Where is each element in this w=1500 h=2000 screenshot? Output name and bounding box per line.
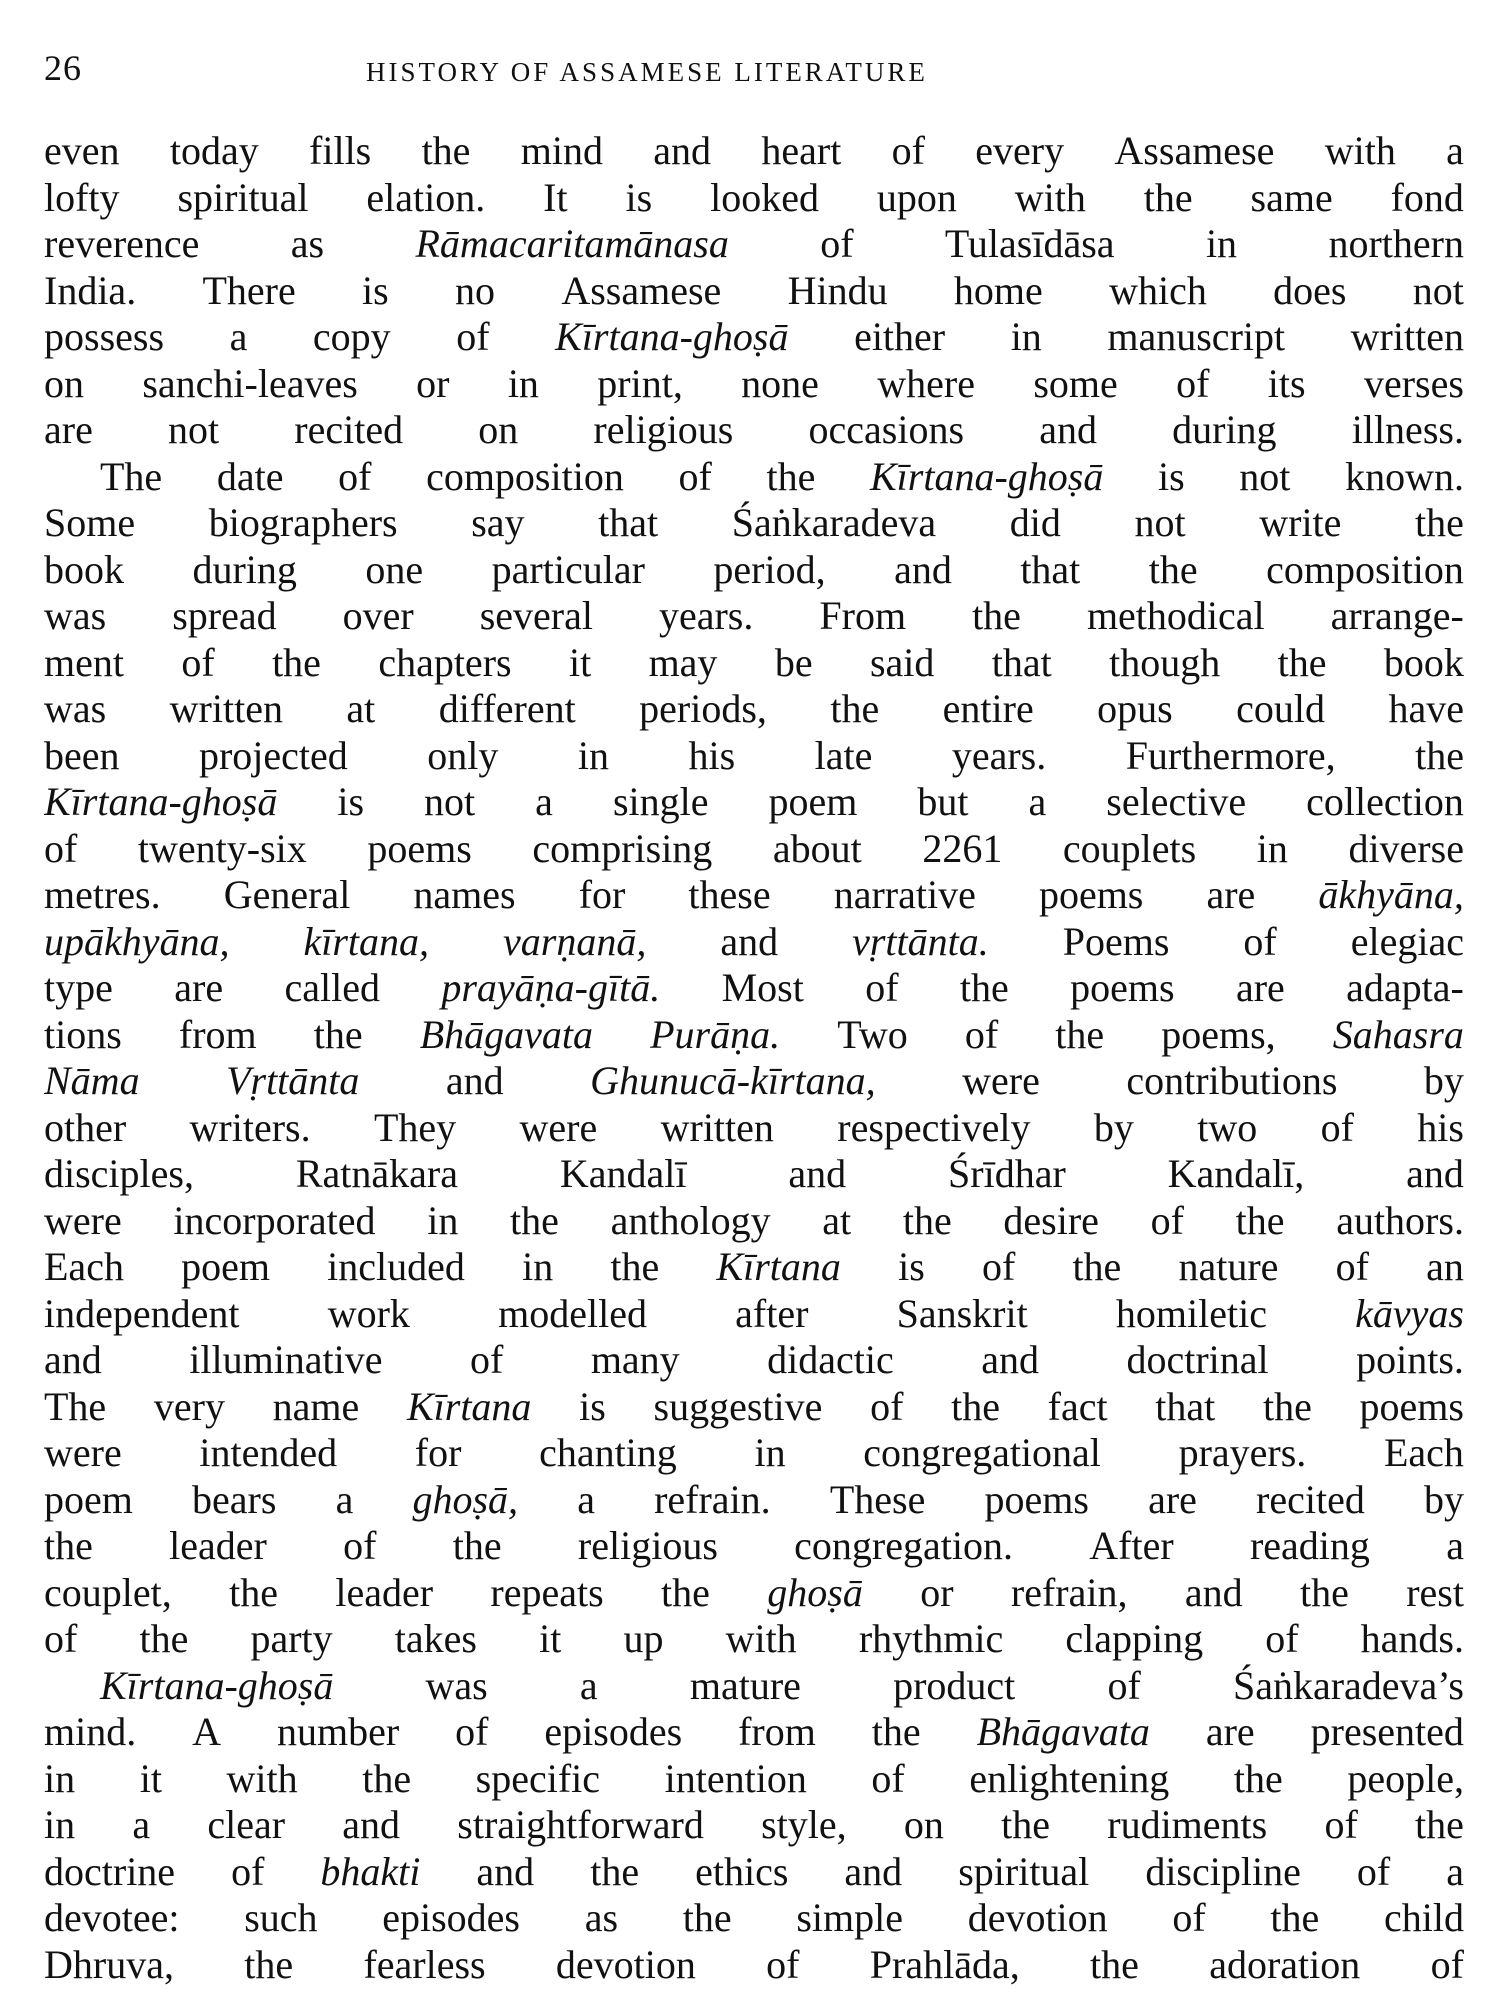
running-head [44, 48, 1464, 100]
text-line: disciples, Ratnākara Kandalī and Śrīdhar Kandalī, and [44, 1151, 1464, 1196]
text-line: mind. A number of episodes from the Bhāgavata are presented [44, 1709, 1464, 1754]
text-line: book during one particular period, and that the composition [44, 546, 1464, 592]
text-line: doctrine of bhakti and the ethics and spiritual discipline of a [44, 1848, 1464, 1894]
page [44, 48, 1464, 1988]
text-line: The very name Kīrtana is suggestive of the fact that the poems [44, 1383, 1464, 1429]
text-line: Kīrtana-ghoṣā is not a single poem but a selective collection [44, 779, 1464, 824]
text-line: metres. General names for these narrative poems are ākhyāna, [44, 872, 1464, 917]
text-line: lofty spiritual elation. It is looked upon with the same fond [44, 174, 1464, 220]
text-line: Nāma Vṛttānta and Ghunucā-kīrtana, were contributions by [44, 1058, 1464, 1103]
text-line: couplet, the leader repeats the ghoṣā or refrain, and the rest [44, 1569, 1464, 1615]
text-line: India. There is no Assamese Hindu home which does not [44, 267, 1464, 313]
text-line: other writers. They were written respectively by two of his [44, 1104, 1464, 1150]
text-line: been projected only in his late years. Furthermore, the [44, 732, 1464, 778]
text-line: The date of composition of the Kīrtana-ghoṣā is not known. [100, 453, 1464, 499]
text-line: tions from the Bhāgavata Purāṇa. Two of the poems, Sahasra [44, 1011, 1464, 1057]
text-line: of twenty-six poems comprising about 2261 couplets in diverse [44, 825, 1464, 871]
text-line: and illuminative of many didactic and doctrinal points. [44, 1337, 1464, 1382]
text-line: are not recited on religious occasions and during illness. [44, 407, 1464, 452]
text-line: ment of the chapters it may be said that though the book [44, 639, 1464, 685]
text-line: was written at different periods, the entire opus could have [44, 686, 1464, 731]
text-line: devotee: such episodes as the simple devotion of the child [44, 1895, 1464, 1940]
text-line: poem bears a ghoṣā, a refrain. These poems are recited by [44, 1476, 1464, 1522]
text-line: on sanchi-leaves or in print, none where some of its verses [44, 360, 1464, 406]
text-line: Kīrtana-ghoṣā was a mature product of Śaṅkaradeva’s [100, 1662, 1464, 1708]
text-line: in a clear and straightforward style, on the rudiments of the [44, 1802, 1464, 1847]
body-text [44, 128, 1464, 1988]
running-head-title: HISTORY OF ASSAMESE LITERATURE [366, 57, 928, 87]
page-number: 26 [44, 48, 82, 88]
text-line: Some biographers say that Śaṅkaradeva did not write the [44, 500, 1464, 545]
text-line: were incorporated in the anthology at the desire of the authors. [44, 1197, 1464, 1243]
text-line: possess a copy of Kīrtana-ghoṣā either in manuscript written [44, 314, 1464, 359]
text-line: Dhruva, the fearless devotion of Prahlāda, the adoration of [44, 1941, 1464, 1987]
text-line: in it with the specific intention of enlightening the people, [44, 1755, 1464, 1801]
text-line: reverence as Rāmacaritamānasa of Tulasīdāsa in northern [44, 221, 1464, 266]
text-line: the leader of the religious congregation. After reading a [44, 1523, 1464, 1568]
text-line: type are called prayāṇa-gītā. Most of the poems are adapta- [44, 965, 1464, 1010]
text-line: independent work modelled after Sanskrit homiletic kāvyas [44, 1290, 1464, 1336]
text-line: was spread over several years. From the methodical arrange- [44, 593, 1464, 638]
text-line: even today fills the mind and heart of every Assamese with a [44, 128, 1464, 173]
text-line: were intended for chanting in congregational prayers. Each [44, 1430, 1464, 1475]
text-line: Each poem included in the Kīrtana is of the nature of an [44, 1244, 1464, 1289]
text-line: upākhyāna, kīrtana, varṇanā, and vṛttānta. Poems of elegiac [44, 918, 1464, 964]
text-line: of the party takes it up with rhythmic clapping of hands. [44, 1616, 1464, 1661]
